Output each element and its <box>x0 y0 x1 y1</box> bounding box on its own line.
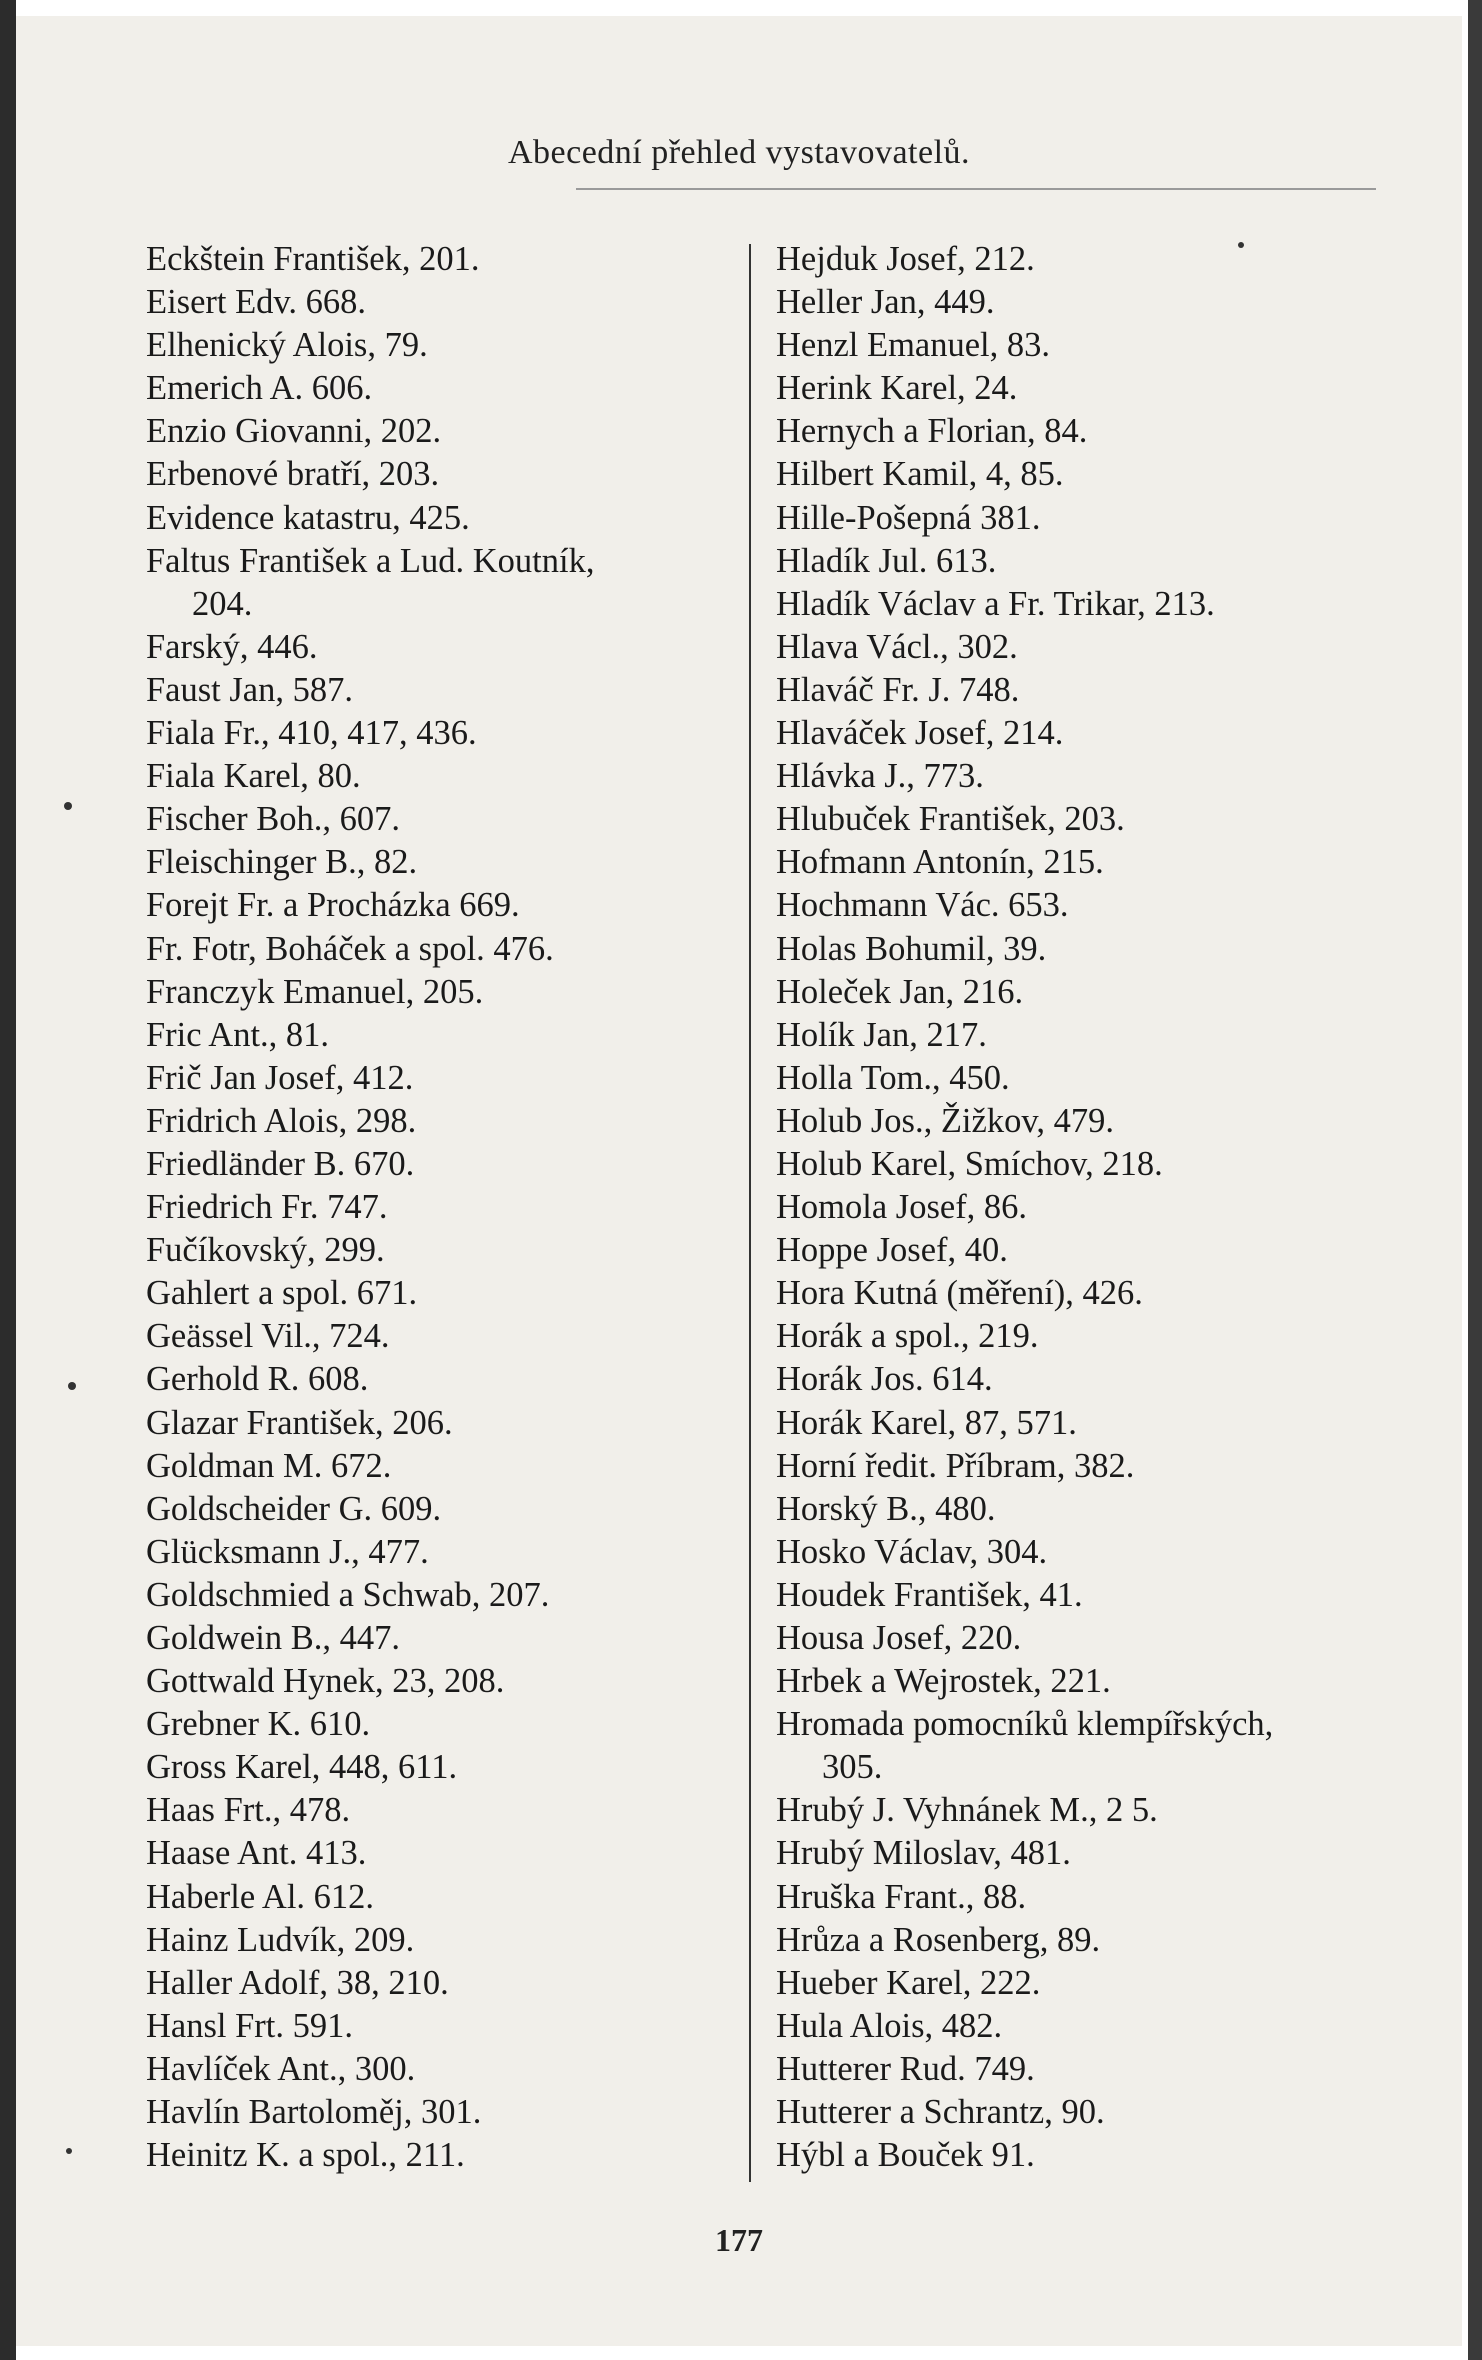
index-entry: Horák Karel, 87, 571. <box>776 1403 1077 1442</box>
index-entry: Geässel Vil., 724. <box>146 1317 390 1356</box>
running-head: Abecední přehled vystavovatelů. <box>507 134 971 171</box>
index-entry: Hlávka J., 773. <box>776 757 984 796</box>
index-entry: Grebner K. 610. <box>146 1705 371 1744</box>
index-entry: Holub Karel, Smíchov, 218. <box>776 1144 1163 1183</box>
index-entry: Fr. Fotr, Boháček a spol. 476. <box>146 929 554 968</box>
index-entry: Goldscheider G. 609. <box>146 1489 442 1528</box>
index-entry: Hochmann Vác. 653. <box>776 886 1069 925</box>
index-entry: Fiala Fr., 410, 417, 436. <box>146 714 477 753</box>
index-entry: Havlín Bartoloměj, 301. <box>146 2093 482 2132</box>
index-entry: Hlaváč Fr. J. 748. <box>776 670 1020 709</box>
index-entry: Fiala Karel, 80. <box>146 757 361 796</box>
index-entry: Hula Alois, 482. <box>776 2006 1003 2045</box>
index-entry: Gerhold R. 608. <box>146 1360 369 1399</box>
index-entry: Horák a spol., 219. <box>776 1317 1039 1356</box>
index-entry: Hlava Václ., 302. <box>776 627 1018 666</box>
index-entry: Hainz Ludvík, 209. <box>146 1920 415 1959</box>
index-entry: Holas Bohumil, 39. <box>776 929 1047 968</box>
index-entry: Hora Kutná (měření), 426. <box>776 1274 1143 1313</box>
index-entry: Emerich A. 606. <box>146 369 373 408</box>
index-entry: Friedrich Fr. 747. <box>146 1188 388 1227</box>
index-entry: Heinitz K. a spol., 211. <box>146 2136 465 2175</box>
index-entry: Hejduk Josef, 212. <box>776 240 1035 278</box>
index-entry: Holík Jan, 217. <box>776 1015 987 1054</box>
index-entry: Evidence katastru, 425. <box>146 498 470 537</box>
ink-speck <box>64 802 72 810</box>
index-entry: Hlubuček František, 203. <box>776 800 1125 839</box>
index-entry: Eisert Edv. 668. <box>146 283 367 322</box>
index-entry: Herink Karel, 24. <box>776 369 1018 408</box>
index-entry-continuation: 204. <box>192 584 253 623</box>
index-entry: Enzio Giovanni, 202. <box>146 412 442 451</box>
index-entry: Hernych a Florian, 84. <box>776 412 1088 451</box>
index-entry: Hladík Jul. 613. <box>776 541 997 580</box>
index-entry: Homola Josef, 86. <box>776 1188 1028 1227</box>
index-entry: Horský B., 480. <box>776 1489 996 1528</box>
index-entry: Hromada pomocníků klempířských, <box>776 1705 1274 1744</box>
page-number: 177 <box>715 2222 763 2258</box>
index-entry: Farský, 446. <box>146 627 318 666</box>
index-entry: Glücksmann J., 477. <box>146 1532 429 1571</box>
index-entry: Hofmann Antonín, 215. <box>776 843 1104 882</box>
index-entry: Goldman M. 672. <box>146 1446 392 1485</box>
index-entry-continuation: 305. <box>822 1748 883 1787</box>
index-entry: Eckštein František, 201. <box>146 240 480 278</box>
ink-speck <box>66 2148 72 2154</box>
index-entry: Holub Jos., Žižkov, 479. <box>776 1101 1114 1140</box>
index-entry: Hrůza a Rosenberg, 89. <box>776 1920 1101 1959</box>
index-entry: Gottwald Hynek, 23, 208. <box>146 1662 505 1701</box>
index-entry: Forejt Fr. a Procházka 669. <box>146 886 520 925</box>
index-entry: Goldschmied a Schwab, 207. <box>146 1575 550 1614</box>
index-column-left <box>146 238 746 2177</box>
scan-left-edge <box>0 0 16 2360</box>
index-entry: Faltus František a Lud. Koutník, <box>146 541 595 580</box>
index-entry: Henzl Emanuel, 83. <box>776 326 1050 365</box>
index-entry: Hueber Karel, 222. <box>776 1963 1041 2002</box>
index-entry: Fischer Boh., 607. <box>146 800 400 839</box>
index-entry: Gross Karel, 448, 611. <box>146 1748 458 1787</box>
index-entry: Glazar František, 206. <box>146 1403 453 1442</box>
index-entry: Haller Adolf, 38, 210. <box>146 1963 449 2002</box>
header-rule <box>576 188 1376 190</box>
index-entry: Hutterer Rud. 749. <box>776 2049 1035 2088</box>
index-entry: Erbenové bratří, 203. <box>146 455 440 494</box>
index-entry: Housa Josef, 220. <box>776 1619 1022 1657</box>
index-entry: Hruška Frant., 88. <box>776 1877 1027 1916</box>
index-entry: Elhenický Alois, 79. <box>146 326 428 365</box>
index-entry: Horák Jos. 614. <box>776 1360 993 1399</box>
index-entry: Hilbert Kamil, 4, 85. <box>776 455 1064 494</box>
index-entry: Hrubý J. Vyhnánek M., 2 5. <box>776 1791 1158 1830</box>
index-entry: Hrbek a Wejrostek, 221. <box>776 1662 1111 1701</box>
index-entry: Fridrich Alois, 298. <box>146 1101 417 1140</box>
index-entry: Heller Jan, 449. <box>776 283 995 322</box>
index-entry: Hlaváček Josef, 214. <box>776 714 1064 753</box>
scan-right-edge <box>1468 0 1482 2360</box>
book-page <box>16 16 1462 2346</box>
index-entry: Hille-Pošepná 381. <box>776 498 1041 537</box>
ink-speck <box>1238 242 1244 248</box>
index-entry: Hoppe Josef, 40. <box>776 1231 1008 1270</box>
index-entry: Frič Jan Josef, 412. <box>146 1058 414 1097</box>
ink-speck <box>68 1382 76 1390</box>
column-divider <box>749 244 751 2182</box>
index-entry: Gahlert a spol. 671. <box>146 1274 418 1313</box>
index-entry: Houdek František, 41. <box>776 1575 1083 1614</box>
index-entry: Goldwein B., 447. <box>146 1619 400 1657</box>
index-entry: Hutterer a Schrantz, 90. <box>776 2093 1105 2132</box>
index-entry: Fučíkovský, 299. <box>146 1231 385 1270</box>
index-entry: Fric Ant., 81. <box>146 1015 330 1054</box>
index-entry: Hrubý Miloslav, 481. <box>776 1834 1071 1873</box>
index-entry: Hýbl a Bouček 91. <box>776 2136 1035 2175</box>
index-entry: Holeček Jan, 216. <box>776 972 1024 1011</box>
index-entry: Haberle Al. 612. <box>146 1877 375 1916</box>
index-entry: Haase Ant. 413. <box>146 1834 367 1873</box>
index-column-right <box>776 238 1416 2177</box>
index-entry: Hansl Frt. 591. <box>146 2006 353 2045</box>
index-entry: Hosko Václav, 304. <box>776 1532 1048 1571</box>
index-entry: Franczyk Emanuel, 205. <box>146 972 484 1011</box>
index-entry: Holla Tom., 450. <box>776 1058 1010 1097</box>
index-entry: Horní ředit. Příbram, 382. <box>776 1446 1135 1485</box>
index-entry: Faust Jan, 587. <box>146 670 353 709</box>
index-entry: Friedländer B. 670. <box>146 1144 415 1183</box>
index-entry: Hladík Václav a Fr. Trikar, 213. <box>776 584 1215 623</box>
index-entry: Havlíček Ant., 300. <box>146 2049 416 2088</box>
index-entry: Haas Frt., 478. <box>146 1791 351 1830</box>
index-entry: Fleischinger B., 82. <box>146 843 418 882</box>
